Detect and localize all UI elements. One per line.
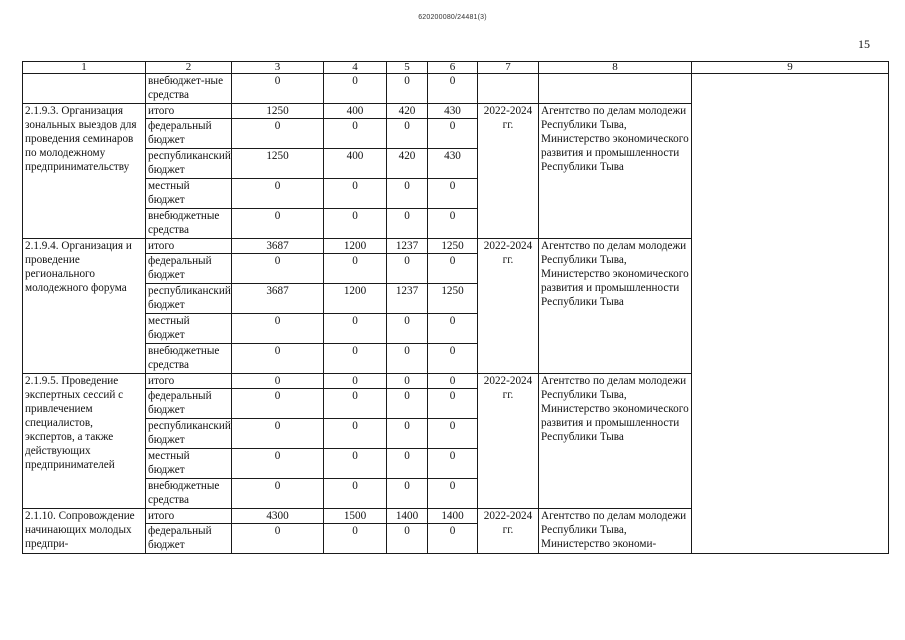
activity-name-cell: 2.1.10. Сопровождение начинающих молодых предпри- (23, 509, 146, 554)
value-cell: 0 (232, 74, 324, 104)
activity-name-cell (23, 74, 146, 104)
value-cell: 0 (428, 119, 478, 149)
value-cell: 1200 (324, 239, 387, 254)
funding-source-cell: внебюджетные средства (146, 344, 232, 374)
value-cell: 1400 (428, 509, 478, 524)
value-cell: 0 (387, 449, 428, 479)
value-cell: 1500 (324, 509, 387, 524)
value-cell: 0 (428, 209, 478, 239)
value-cell: 0 (232, 374, 324, 389)
executor-cell: Агентство по делам молодежи Республики Тыва, Министерство экономического развития и промышленности Республики Тыва (539, 239, 692, 374)
funding-source-cell: федеральный бюджет (146, 524, 232, 554)
column-header: 7 (478, 62, 539, 74)
budget-table (22, 61, 889, 554)
value-cell: 0 (428, 254, 478, 284)
value-cell: 0 (428, 449, 478, 479)
period-cell: 2022-2024 гг. (478, 239, 539, 374)
value-cell: 0 (428, 419, 478, 449)
value-cell: 0 (428, 344, 478, 374)
value-cell: 0 (387, 374, 428, 389)
column-header: 9 (692, 62, 889, 74)
activity-name-cell: 2.1.9.5. Проведение экспертных сессий с привлечением специалистов, экспертов, а также действующих предпринимателей (23, 374, 146, 509)
period-cell: 2022-2024 гг. (478, 374, 539, 509)
value-cell: 420 (387, 104, 428, 119)
column-header: 1 (23, 62, 146, 74)
value-cell: 0 (428, 389, 478, 419)
funding-source-cell: местный бюджет (146, 314, 232, 344)
value-cell: 0 (232, 254, 324, 284)
result-cell (692, 74, 889, 554)
value-cell: 0 (324, 419, 387, 449)
column-header: 6 (428, 62, 478, 74)
period-cell (478, 74, 539, 104)
value-cell: 0 (387, 389, 428, 419)
table-row (23, 74, 889, 104)
value-cell: 0 (387, 254, 428, 284)
column-header: 3 (232, 62, 324, 74)
document-code: 620200080/24481(3) (418, 14, 487, 21)
value-cell: 0 (428, 479, 478, 509)
funding-source-cell: местный бюджет (146, 449, 232, 479)
value-cell: 1250 (232, 104, 324, 119)
funding-source-cell: итого (146, 374, 232, 389)
funding-source-cell: республиканский бюджет (146, 419, 232, 449)
value-cell: 0 (428, 179, 478, 209)
value-cell: 0 (324, 344, 387, 374)
value-cell: 0 (232, 449, 324, 479)
value-cell: 0 (232, 389, 324, 419)
value-cell: 0 (232, 524, 324, 554)
value-cell: 430 (428, 149, 478, 179)
value-cell: 0 (428, 374, 478, 389)
value-cell: 1250 (428, 284, 478, 314)
value-cell: 1250 (232, 149, 324, 179)
funding-source-cell: местный бюджет (146, 179, 232, 209)
value-cell: 1200 (324, 284, 387, 314)
period-cell: 2022-2024 гг. (478, 104, 539, 239)
value-cell: 0 (324, 209, 387, 239)
activity-name-cell: 2.1.9.3. Организация зональных выездов для проведения семинаров по молодежному предпринимательству (23, 104, 146, 239)
value-cell: 0 (232, 314, 324, 344)
value-cell: 0 (428, 74, 478, 104)
value-cell: 1237 (387, 239, 428, 254)
column-number-row (23, 62, 889, 74)
value-cell: 0 (324, 479, 387, 509)
funding-source-cell: федеральный бюджет (146, 119, 232, 149)
value-cell: 0 (387, 314, 428, 344)
value-cell: 430 (428, 104, 478, 119)
value-cell: 0 (324, 179, 387, 209)
column-header: 8 (539, 62, 692, 74)
value-cell: 1250 (428, 239, 478, 254)
value-cell: 0 (387, 74, 428, 104)
funding-source-cell: республиканский бюджет (146, 284, 232, 314)
value-cell: 0 (324, 374, 387, 389)
funding-source-cell: федеральный бюджет (146, 254, 232, 284)
funding-source-cell: итого (146, 239, 232, 254)
funding-source-cell: итого (146, 104, 232, 119)
value-cell: 0 (324, 524, 387, 554)
value-cell: 0 (387, 119, 428, 149)
value-cell: 0 (387, 419, 428, 449)
value-cell: 0 (387, 344, 428, 374)
value-cell: 0 (428, 524, 478, 554)
value-cell: 0 (387, 209, 428, 239)
value-cell: 0 (232, 209, 324, 239)
value-cell: 1237 (387, 284, 428, 314)
executor-cell (539, 74, 692, 104)
value-cell: 0 (324, 74, 387, 104)
value-cell: 400 (324, 104, 387, 119)
executor-cell: Агентство по делам молодежи Республики Тыва, Министерство экономического развития и промышленности Республики Тыва (539, 374, 692, 509)
value-cell: 0 (324, 389, 387, 419)
value-cell: 1400 (387, 509, 428, 524)
funding-source-cell: внебюджетные средства (146, 479, 232, 509)
value-cell: 3687 (232, 284, 324, 314)
value-cell: 0 (324, 449, 387, 479)
value-cell: 400 (324, 149, 387, 179)
value-cell: 0 (428, 314, 478, 344)
executor-cell: Агентство по делам молодежи Республики Тыва, Министерство экономического развития и промышленности Республики Тыва (539, 104, 692, 239)
funding-source-cell: итого (146, 509, 232, 524)
value-cell: 0 (232, 119, 324, 149)
funding-source-cell: республиканский бюджет (146, 149, 232, 179)
value-cell: 0 (387, 179, 428, 209)
funding-source-cell: внебюджетные средства (146, 209, 232, 239)
value-cell: 0 (232, 344, 324, 374)
value-cell: 420 (387, 149, 428, 179)
value-cell: 0 (232, 179, 324, 209)
value-cell: 0 (232, 479, 324, 509)
executor-cell: Агентство по делам молодежи Республики Тыва, Министерство экономи- (539, 509, 692, 554)
period-cell: 2022-2024 гг. (478, 509, 539, 554)
column-header: 4 (324, 62, 387, 74)
column-header: 2 (146, 62, 232, 74)
funding-source-cell: федеральный бюджет (146, 389, 232, 419)
activity-name-cell: 2.1.9.4. Организация и проведение регионального молодежного форума (23, 239, 146, 374)
value-cell: 0 (324, 314, 387, 344)
value-cell: 0 (387, 479, 428, 509)
value-cell: 0 (387, 524, 428, 554)
value-cell: 3687 (232, 239, 324, 254)
value-cell: 0 (232, 419, 324, 449)
page-number: 15 (858, 37, 870, 51)
funding-source-cell: внебюджет-ные средства (146, 74, 232, 104)
value-cell: 4300 (232, 509, 324, 524)
value-cell: 0 (324, 119, 387, 149)
column-header: 5 (387, 62, 428, 74)
value-cell: 0 (324, 254, 387, 284)
